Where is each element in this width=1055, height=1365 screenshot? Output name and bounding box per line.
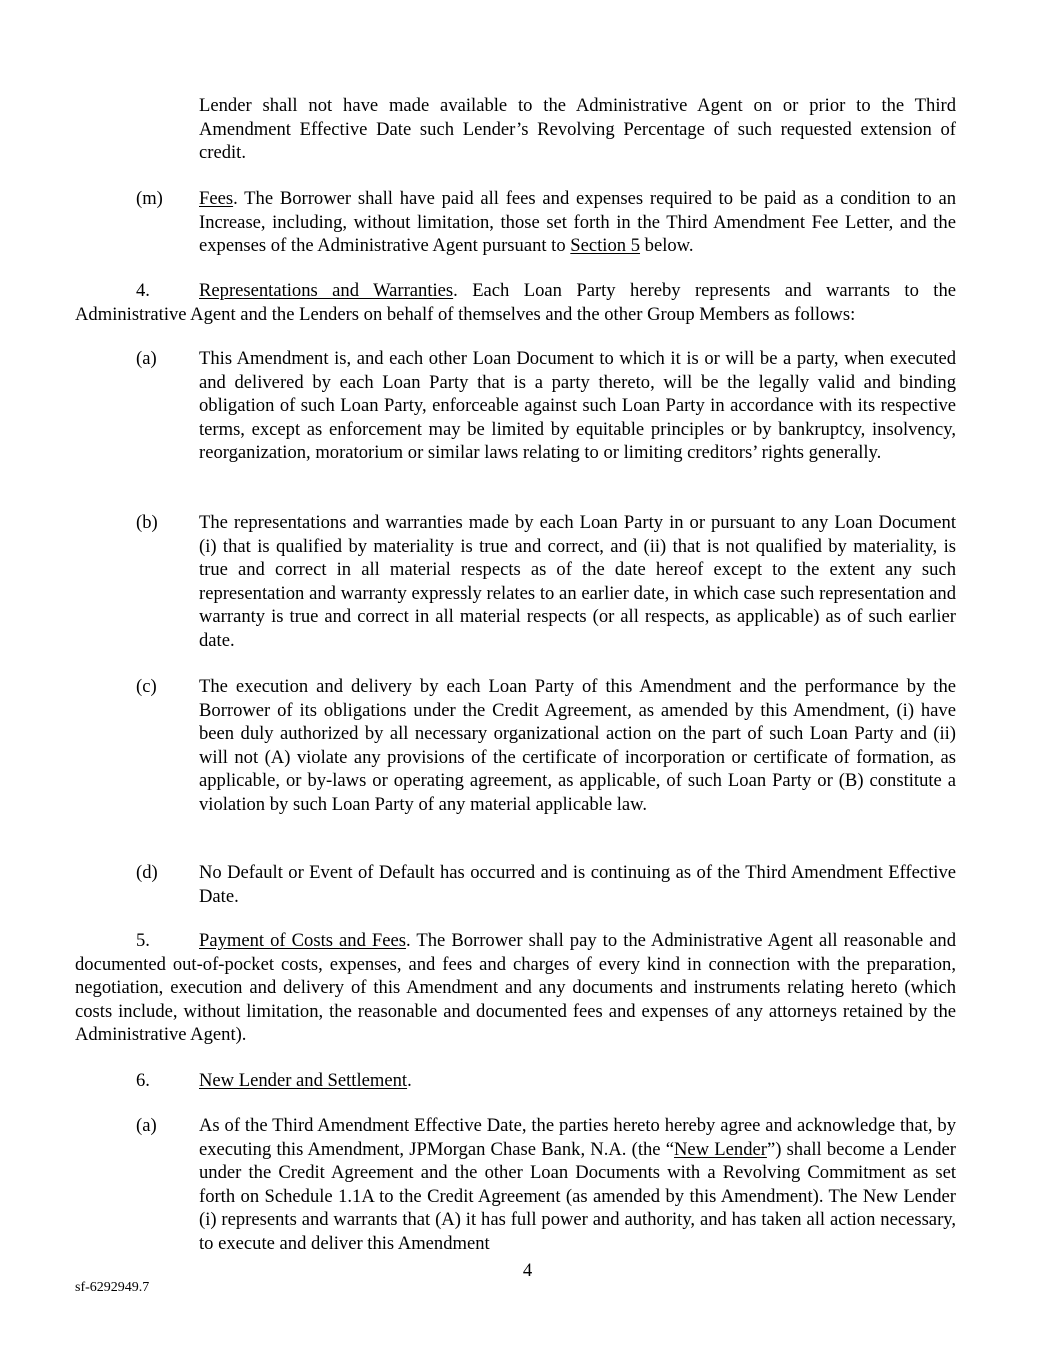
document-id: sf-6292949.7	[75, 1280, 150, 1295]
section-6-heading-line: 6. New Lender and Settlement.	[136, 1070, 412, 1091]
item-b-label: (b)	[136, 512, 158, 533]
item-d-text: No Default or Event of Default has occurred and is continuing as of the Third Amendment Effective Date.	[199, 862, 956, 907]
section-4-number: 4.	[136, 280, 150, 301]
section-4-heading: Representations and Warranties	[199, 280, 454, 301]
section-5-heading: Payment of Costs and Fees	[199, 930, 407, 951]
item-d-label: (d)	[136, 862, 158, 883]
page-number: 4	[522, 1260, 533, 1281]
item-c-label: (c)	[136, 676, 157, 697]
item-m-label: (m)	[136, 188, 163, 209]
item-6a-label: (a)	[136, 1115, 157, 1136]
section-5-reference: Section 5	[570, 235, 641, 256]
section-5-paragraph: 5. Payment of Costs and Fees. The Borrower shall pay to the Administrative Agent all reasonable and documented out-of-pocket costs, expenses, and fees and charges of every kind in connection with the preparation, negotiation, execution and delivery of this Amendment and any documents and instruments relating hereto (which costs include, without limitation, the reasonable and documented fees and expenses of any attorneys retained by the Administrative Agent).	[75, 930, 956, 1045]
fees-heading: Fees	[199, 188, 234, 209]
item-a-label: (a)	[136, 348, 157, 369]
section-6-number: 6.	[136, 1070, 150, 1091]
section-5-number: 5.	[136, 930, 150, 951]
item-a-text: This Amendment is, and each other Loan Document to which it is or will be a party, when executed and delivered by each Loan Party that is a party thereto, will be the legally valid and binding obligation of such Loan Party, enforceable against such Loan Party in accordance with its respective terms, except as enforcement may be limited by equitable principles or by bankruptcy, insolvency, reorganization, moratorium or similar laws relating to or limiting creditors’ rights generally.	[199, 348, 956, 463]
section-4-paragraph: 4. Representations and Warranties. Each Loan Party hereby represents and warrants to the Administrative Agent and the Lenders on behalf of themselves and the other Group Members as follows:	[75, 280, 956, 325]
item-b-text: The representations and warranties made by each Loan Party in or pursuant to any Loan Document (i) that is qualified by materiality is true and correct, and (ii) that is not qualified by materiality, is true and correct in all material respects as of the date hereof except to the extent any such representation and warranty expressly relates to an earlier date, in which case such representation and warranty is true and correct in all material respects (or all respects, as applicable) as of such earlier date.	[199, 512, 956, 651]
item-m-text: Fees. The Borrower shall have paid all fees and expenses required to be paid as a condition to an Increase, including, without limitation, those set forth in the Third Amendment Fee Letter, and the expenses of the Administrative Agent pursuant to Section 5 below.	[199, 188, 956, 256]
item-6a-text: As of the Third Amendment Effective Date, the parties hereto hereby agree and acknowledge that, by executing this Amendment, JPMorgan Chase Bank, N.A. (the “New Lender”) shall become a Lender under the Credit Agreement and the other Loan Documents with a Revolving Commitment as set forth on Schedule 1.1A to the Credit Agreement (as amended by this Amendment). The New Lender (i) represents and warrants that (A) it has full power and authority, and has taken all action necessary, to execute and deliver this Amendment	[199, 1115, 956, 1254]
new-lender-term: New Lender	[673, 1138, 767, 1160]
item-c-text: The execution and delivery by each Loan Party of this Amendment and the performance by the Borrower of its obligations under the Credit Agreement, as amended by this Amendment, (i) have been duly authorized by all necessary organizational action on the part of such Loan Party and (ii) will not (A) violate any provisions of the certificate of incorporation or certificate of formation, as applicable, or by-laws or operating agreement, as applicable, of such Loan Party or (B) constitute a violation by such Loan Party of any material applicable law.	[199, 676, 956, 815]
section-6-heading: New Lender and Settlement	[199, 1070, 408, 1091]
paragraph-l-continuation: Lender shall not have made available to the Administrative Agent on or prior to the Third Amendment Effective Date such Lender’s Revolving Percentage of such requested extension of credit.	[199, 95, 956, 163]
